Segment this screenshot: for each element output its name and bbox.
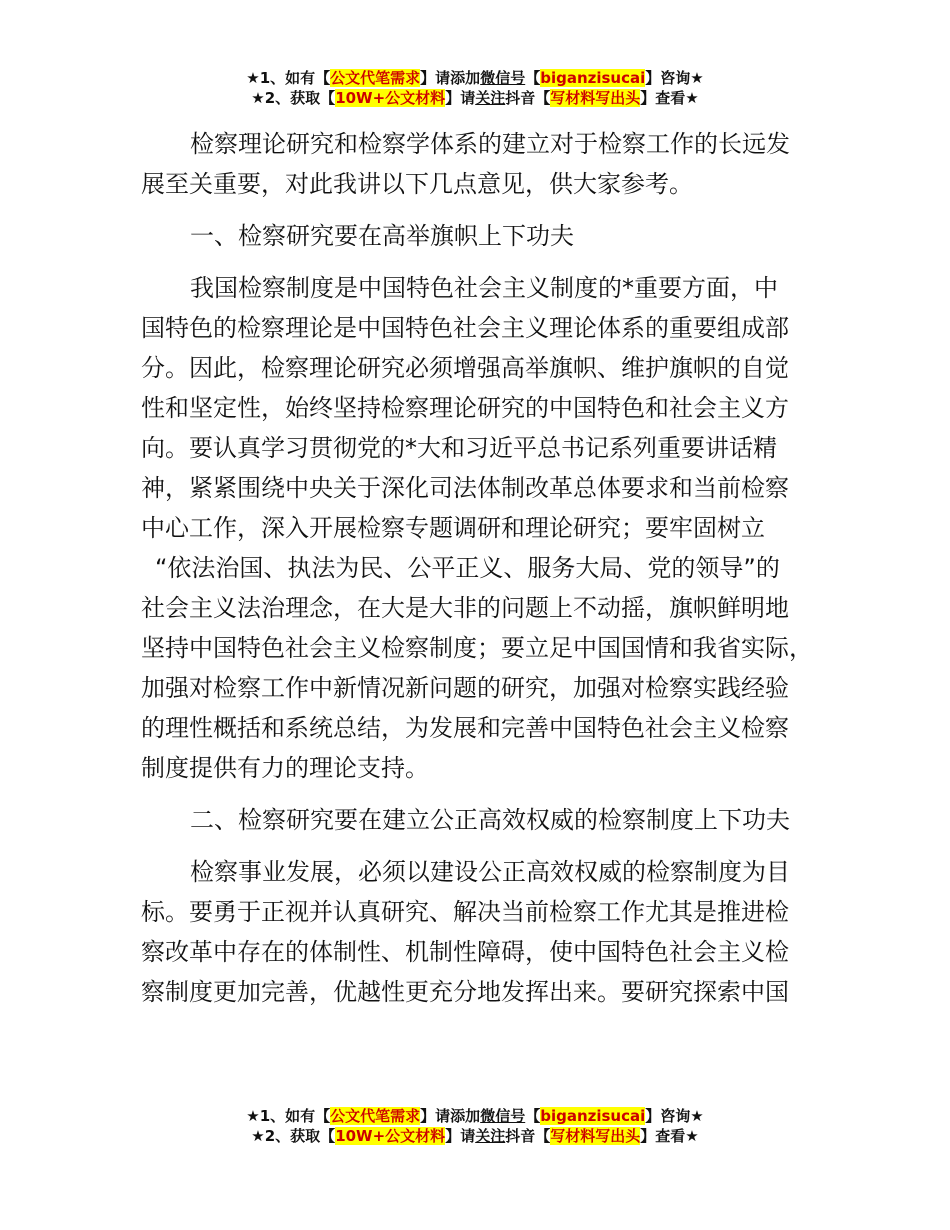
intro-paragraph — [141, 124, 821, 204]
banner-text: ★2、获取【 — [251, 89, 336, 107]
highlight-douyin-account: 写材料写出头 — [550, 89, 641, 107]
banner-text: ★2、获取【 — [251, 1127, 336, 1145]
banner-text: 抖音【 — [505, 1127, 551, 1145]
text-line: 我国检察制度是中国特色社会主义制度的*重要方面，中 — [190, 274, 778, 302]
highlight-materials: 10W+公文材料 — [335, 89, 446, 107]
text-line: 的理性概括和系统总结，为发展和完善中国特色社会主义检察 — [141, 714, 789, 742]
section-heading-1 — [141, 216, 821, 256]
text-line: 神，紧紧围绕中央关于深化司法体制改革总体要求和当前检察 — [141, 474, 789, 502]
banner-line-2 — [0, 88, 950, 108]
section-1-paragraph — [141, 268, 821, 788]
banner-text: 【 — [525, 69, 541, 87]
text-line: 检察理论研究和检察学体系的建立对于检察工作的长远发 — [190, 130, 790, 158]
text-line: 标。要勇于正视并认真研究、解决当前检察工作尤其是推进检 — [141, 898, 789, 926]
underlined-text: 微信号 — [480, 1107, 526, 1125]
banner-text: 】请添加 — [420, 1107, 481, 1125]
banner-text: 】请添加 — [420, 69, 481, 87]
section-2-paragraph — [141, 852, 821, 1012]
banner-text: 】查看★ — [640, 89, 699, 107]
text-line: 向。要认真学习贯彻党的*大和习近平总书记系列重要讲话精 — [141, 434, 777, 462]
highlight-materials: 10W+公文材料 — [335, 1127, 446, 1145]
text-line: 性和坚定性，始终坚持检察理论研究的中国特色和社会主义方 — [141, 394, 789, 422]
heading-text: 一、检察研究要在高举旗帜上下功夫 — [190, 222, 574, 250]
banner-text: 】请 — [445, 89, 476, 107]
text-line: 分。因此，检察理论研究必须增强高举旗帜、维护旗帜的自觉 — [141, 354, 789, 382]
banner-line-1 — [0, 68, 950, 88]
banner-text: 抖音【 — [505, 89, 551, 107]
text-line: 展至关重要，对此我讲以下几点意见，供大家参考。 — [141, 170, 693, 198]
banner-text: 】查看★ — [640, 1127, 699, 1145]
highlight-wechat-id: biganzisucai — [540, 69, 646, 87]
text-line: 加强对检察工作中新情况新问题的研究，加强对检察实践经验 — [141, 674, 789, 702]
highlight-douyin-account: 写材料写出头 — [550, 1127, 641, 1145]
document-body — [141, 124, 821, 1024]
text-line: 社会主义法治理念，在大是大非的问题上不动摇，旗帜鲜明地 — [141, 594, 789, 622]
underlined-text: 微信号 — [480, 69, 526, 87]
underlined-text: 关注 — [475, 1127, 506, 1145]
text-line: 察改革中存在的体制性、机制性障碍，使中国特色社会主义检 — [141, 938, 789, 966]
text-line: 国特色的检察理论是中国特色社会主义理论体系的重要组成部 — [141, 314, 789, 342]
banner-text: ★1、如有【 — [246, 1107, 331, 1125]
underlined-text: 关注 — [475, 89, 506, 107]
banner-text: 【 — [525, 1107, 541, 1125]
text-line: 中心工作，深入开展检察专题调研和理论研究；要牢固树立 — [141, 514, 765, 542]
footer-banner — [0, 1106, 950, 1146]
highlight-ghostwriting: 公文代笔需求 — [330, 1107, 421, 1125]
section-heading-2 — [141, 800, 821, 840]
banner-text: 】咨询★ — [645, 69, 704, 87]
banner-text: 】咨询★ — [645, 1107, 704, 1125]
footer-line-2 — [0, 1126, 950, 1146]
footer-line-1 — [0, 1106, 950, 1126]
heading-text: 二、检察研究要在建立公正高效权威的检察制度上下功夫 — [190, 806, 790, 834]
text-line: 制度提供有力的理论支持。 — [141, 754, 429, 782]
header-banner — [0, 68, 950, 108]
text-line: “依法治国、执法为民、公平正义、服务大局、党的领导”的 — [155, 554, 780, 582]
text-line: 察制度更加完善，优越性更充分地发挥出来。要研究探索中国 — [141, 978, 789, 1006]
banner-text: 】请 — [445, 1127, 476, 1145]
banner-text: ★1、如有【 — [246, 69, 331, 87]
highlight-ghostwriting: 公文代笔需求 — [330, 69, 421, 87]
text-line: 检察事业发展，必须以建设公正高效权威的检察制度为目 — [190, 858, 790, 886]
highlight-wechat-id: biganzisucai — [540, 1107, 646, 1125]
text-line: 坚持中国特色社会主义检察制度；要立足中国国情和我省实际， — [141, 634, 813, 662]
